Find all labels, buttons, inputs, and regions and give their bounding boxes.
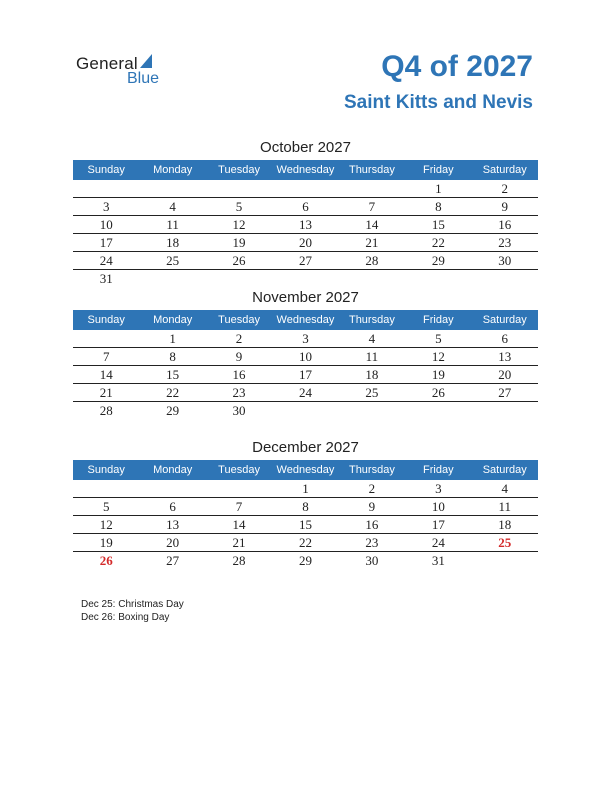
day-cell: 16: [498, 217, 512, 232]
country-name: Saint Kitts and Nevis: [344, 92, 533, 113]
day-cell: 8: [435, 199, 442, 214]
logo-blue-text: Blue: [127, 70, 160, 87]
day-cell: [73, 180, 139, 197]
day-cell: 9: [235, 349, 243, 364]
day-cell: 26: [232, 253, 246, 268]
day-cell: 7: [368, 199, 376, 214]
logo-triangle-icon: [140, 54, 152, 68]
week-row: [73, 234, 538, 252]
day-cell: 29: [166, 403, 180, 418]
day-cell: 12: [232, 217, 246, 232]
day-cell: 21: [365, 235, 379, 250]
day-cell: 2: [368, 481, 376, 496]
day-cell: 12: [431, 349, 445, 364]
day-cell: 27: [298, 253, 312, 268]
day-cell: 23: [365, 535, 379, 550]
day-cell: 11: [166, 217, 179, 232]
day-cell: 1: [435, 181, 442, 196]
day-cell: 15: [431, 217, 445, 232]
day-cell: 11: [365, 349, 379, 364]
weekday-header: [73, 310, 538, 330]
day-cell: 19: [232, 235, 246, 250]
day-cell: 20: [498, 367, 512, 382]
day-cell: [339, 270, 405, 287]
day-cell: 23: [232, 385, 246, 400]
holiday-note: Dec 25: Christmas Day: [81, 599, 184, 610]
weekday-label: Saturday: [482, 464, 527, 476]
day-cell: 13: [298, 217, 312, 232]
month-calendar: [73, 438, 538, 569]
weekday-label: Friday: [423, 314, 454, 326]
day-cell: [405, 402, 471, 419]
day-cell: 3: [302, 331, 309, 346]
day-cell: 10: [99, 217, 113, 232]
day-cell: [405, 270, 471, 287]
day-cell: 16: [365, 517, 379, 532]
day-cell: 18: [365, 367, 379, 382]
day-cell: 8: [169, 349, 176, 364]
month-calendar: [73, 288, 538, 419]
weekday-label: Sunday: [87, 314, 125, 326]
day-cell: 20: [298, 235, 312, 250]
weekday-header: [73, 160, 538, 180]
weekday-label: Sunday: [87, 464, 125, 476]
weekday-label: Monday: [153, 314, 193, 326]
day-cell: 21: [232, 535, 246, 550]
day-cell: [272, 180, 338, 197]
weekday-label: Thursday: [348, 314, 395, 326]
week-row: [73, 252, 538, 270]
day-cell: 12: [99, 517, 113, 532]
day-cell: 26: [431, 385, 445, 400]
day-cell: 10: [298, 349, 312, 364]
day-cell: 26: [99, 553, 113, 568]
day-cell: 28: [365, 253, 379, 268]
week-row: [73, 348, 538, 366]
day-cell: 24: [99, 253, 113, 268]
day-cell: 9: [368, 499, 376, 514]
week-row: [73, 480, 538, 498]
weekday-label: Saturday: [482, 314, 527, 326]
day-cell: 31: [431, 553, 445, 568]
day-cell: 15: [166, 367, 180, 382]
weekday-label: Monday: [153, 164, 193, 176]
day-cell: [73, 330, 139, 347]
weekday-label: Tuesday: [218, 164, 260, 176]
day-cell: [472, 270, 538, 287]
day-cell: 27: [498, 385, 512, 400]
day-cell: 10: [431, 499, 445, 514]
day-cell: [73, 480, 139, 497]
day-cell: 6: [501, 331, 508, 346]
day-cell: 3: [435, 481, 442, 496]
week-row: [73, 198, 538, 216]
weekday-label: Thursday: [348, 164, 395, 176]
week-row: [73, 216, 538, 234]
day-cell: 6: [302, 199, 309, 214]
day-cell: 5: [235, 199, 243, 214]
day-cell: 17: [99, 235, 113, 250]
day-cell: 6: [169, 499, 176, 514]
day-cell: 21: [99, 385, 113, 400]
week-row: [73, 516, 538, 534]
day-cell: 14: [232, 517, 246, 532]
day-cell: 17: [298, 367, 312, 382]
weekday-label: Wednesday: [276, 164, 335, 176]
day-cell: 13: [166, 517, 180, 532]
day-cell: [472, 552, 538, 569]
day-cell: 29: [298, 553, 312, 568]
day-cell: 2: [235, 331, 243, 346]
day-cell: 18: [166, 235, 180, 250]
day-cell: [206, 270, 272, 287]
day-cell: 23: [498, 235, 512, 250]
day-cell: [139, 180, 205, 197]
day-cell: 25: [365, 385, 379, 400]
day-cell: 4: [169, 199, 176, 214]
day-cell: 28: [99, 403, 113, 418]
weekday-label: Saturday: [482, 164, 527, 176]
day-cell: 19: [431, 367, 445, 382]
day-cell: 7: [235, 499, 243, 514]
logo-general-text: General: [76, 54, 138, 73]
weekday-label: Sunday: [87, 164, 125, 176]
weekday-label: Friday: [423, 164, 454, 176]
day-cell: 22: [431, 235, 445, 250]
week-row: [73, 498, 538, 516]
day-cell: 1: [169, 331, 176, 346]
weekday-label: Tuesday: [218, 314, 260, 326]
weekday-label: Wednesday: [276, 464, 335, 476]
weekday-label: Wednesday: [276, 314, 335, 326]
day-cell: 7: [102, 349, 110, 364]
week-row: [73, 180, 538, 198]
day-cell: 22: [298, 535, 312, 550]
day-cell: [472, 402, 538, 419]
day-cell: 11: [498, 499, 511, 514]
day-cell: 31: [99, 271, 113, 286]
day-cell: 5: [102, 499, 110, 514]
day-cell: 15: [298, 517, 312, 532]
week-row: [73, 552, 538, 569]
day-cell: [339, 180, 405, 197]
day-cell: 4: [501, 481, 508, 496]
day-cell: 16: [232, 367, 246, 382]
day-cell: [206, 180, 272, 197]
day-cell: 4: [368, 331, 376, 346]
day-cell: 27: [166, 553, 180, 568]
weekday-label: Thursday: [348, 464, 395, 476]
weekday-label: Monday: [153, 464, 193, 476]
holiday-notes: [81, 598, 184, 624]
day-cell: [206, 480, 272, 497]
day-cell: 18: [498, 517, 512, 532]
day-cell: [139, 480, 205, 497]
month-title: November 2027: [252, 289, 359, 306]
day-cell: 14: [99, 367, 113, 382]
holiday-note: Dec 26: Boxing Day: [81, 612, 170, 623]
day-cell: 1: [302, 481, 309, 496]
week-row: [73, 366, 538, 384]
page-title: Q4 of 2027: [381, 50, 533, 83]
day-cell: 24: [298, 385, 312, 400]
month-title: October 2027: [260, 139, 351, 156]
day-cell: 20: [166, 535, 180, 550]
day-cell: [139, 270, 205, 287]
week-row: [73, 402, 538, 419]
day-cell: 14: [365, 217, 379, 232]
month-title: December 2027: [252, 439, 359, 456]
day-cell: 8: [302, 499, 309, 514]
day-cell: 17: [431, 517, 445, 532]
week-row: [73, 270, 538, 287]
weekday-label: Tuesday: [218, 464, 260, 476]
day-cell: 19: [99, 535, 113, 550]
day-cell: 28: [232, 553, 246, 568]
day-cell: 25: [166, 253, 180, 268]
weekday-header: [73, 460, 538, 480]
day-cell: 2: [501, 181, 508, 196]
day-cell: [272, 270, 338, 287]
day-cell: 30: [498, 253, 512, 268]
day-cell: 30: [232, 403, 246, 418]
day-cell: [339, 402, 405, 419]
day-cell: 3: [102, 199, 110, 214]
day-cell: 25: [498, 535, 512, 550]
day-cell: 24: [431, 535, 445, 550]
day-cell: 22: [166, 385, 180, 400]
day-cell: 30: [365, 553, 379, 568]
weekday-label: Friday: [423, 464, 454, 476]
day-cell: 29: [431, 253, 445, 268]
week-row: [73, 384, 538, 402]
week-row: [73, 534, 538, 552]
day-cell: 9: [501, 199, 508, 214]
day-cell: [272, 402, 338, 419]
week-row: [73, 330, 538, 348]
day-cell: 13: [498, 349, 512, 364]
logo: [76, 52, 186, 92]
month-calendar: [73, 138, 538, 287]
day-cell: 5: [435, 331, 442, 346]
